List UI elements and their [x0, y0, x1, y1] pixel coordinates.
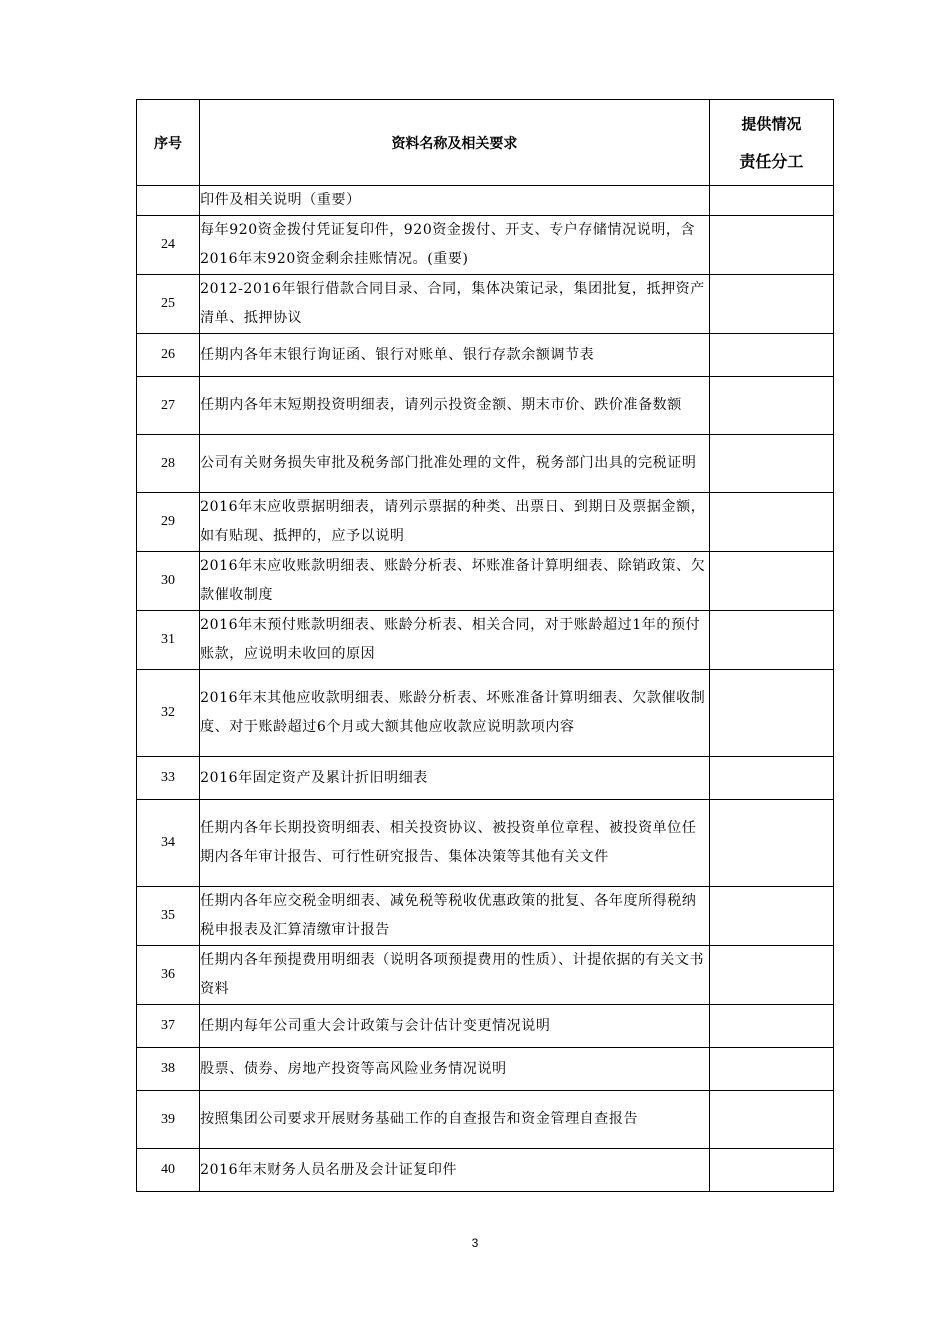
- row-desc: 2016年末其他应收款明细表、账龄分析表、坏账准备计算明细表、欠款催收制度、对于账龄超过6个月或大额其他应收款应说明款项内容: [200, 670, 710, 757]
- row-desc: 2016年末财务人员名册及会计证复印件: [200, 1149, 710, 1192]
- header-desc: 资料名称及相关要求: [200, 100, 710, 186]
- row-desc: 2016年末预付账款明细表、账龄分析表、相关合同，对于账龄超过1年的预付账款，应说明未收回的原因: [200, 611, 710, 670]
- table-row: [137, 275, 834, 334]
- row-desc: 任期内各年末银行询证函、银行对账单、银行存款余额调节表: [200, 334, 710, 377]
- table-row: [137, 377, 834, 435]
- row-provide-cell: [709, 757, 833, 800]
- row-desc: 任期内每年公司重大会计政策与会计估计变更情况说明: [200, 1005, 710, 1048]
- row-no: 34: [137, 800, 200, 887]
- row-desc: 2016年固定资产及累计折旧明细表: [200, 757, 710, 800]
- page-number: 3: [471, 1236, 479, 1250]
- row-provide-cell: [709, 1149, 833, 1192]
- table-row: [137, 946, 834, 1005]
- row-desc: 2016年末应收票据明细表，请列示票据的种类、出票日、到期日及票据金额，如有贴现、抵押的，应予以说明: [200, 493, 710, 552]
- row-provide-cell: [709, 1005, 833, 1048]
- table-row: [137, 800, 834, 887]
- row-provide-cell: [709, 275, 833, 334]
- row-provide-cell: [709, 552, 833, 611]
- row-no: 35: [137, 887, 200, 946]
- row-provide-cell: [709, 887, 833, 946]
- row-provide-cell: [709, 493, 833, 552]
- row-no: 25: [137, 275, 200, 334]
- row-provide-cell: [709, 435, 833, 493]
- row-desc: 印件及相关说明（重要）: [200, 186, 710, 216]
- row-no: 24: [137, 216, 200, 275]
- row-provide-cell: [709, 186, 833, 216]
- table-row: [137, 435, 834, 493]
- row-no: 28: [137, 435, 200, 493]
- row-provide-cell: [709, 670, 833, 757]
- table-row: [137, 186, 834, 216]
- row-no: 29: [137, 493, 200, 552]
- row-desc: 任期内各年末短期投资明细表，请列示投资金额、期末市价、跌价准备数额: [200, 377, 710, 435]
- table-row: [137, 334, 834, 377]
- row-desc: 任期内各年预提费用明细表（说明各项预提费用的性质）、计提依据的有关文书资料: [200, 946, 710, 1005]
- header-provide: [709, 100, 833, 186]
- table-row: [137, 1149, 834, 1192]
- row-provide-cell: [709, 946, 833, 1005]
- row-desc: 按照集团公司要求开展财务基础工作的自查报告和资金管理自查报告: [200, 1091, 710, 1149]
- materials-table: [136, 99, 834, 1192]
- row-provide-cell: [709, 377, 833, 435]
- row-provide-cell: [709, 800, 833, 887]
- header-provide-line2: 责任分工: [739, 151, 804, 171]
- table-row: [137, 552, 834, 611]
- row-no: 30: [137, 552, 200, 611]
- row-no: 27: [137, 377, 200, 435]
- table-row: [137, 757, 834, 800]
- table-row: [137, 216, 834, 275]
- row-desc: 2016年末应收账款明细表、账龄分析表、坏账准备计算明细表、除销政策、欠款催收制度: [200, 552, 710, 611]
- row-provide-cell: [709, 1091, 833, 1149]
- row-no: 33: [137, 757, 200, 800]
- table-row: [137, 1048, 834, 1091]
- row-provide-cell: [709, 334, 833, 377]
- table-row: [137, 1091, 834, 1149]
- table-row: [137, 670, 834, 757]
- row-provide-cell: [709, 611, 833, 670]
- row-desc: 股票、债券、房地产投资等高风险业务情况说明: [200, 1048, 710, 1091]
- row-no: 26: [137, 334, 200, 377]
- table-header-row: [137, 100, 834, 186]
- row-desc: 2012-2016年银行借款合同目录、合同，集体决策记录，集团批复，抵押资产清单、抵押协议: [200, 275, 710, 334]
- row-no: 39: [137, 1091, 200, 1149]
- row-desc: 任期内各年应交税金明细表、减免税等税收优惠政策的批复、各年度所得税纳税申报表及汇算清缴审计报告: [200, 887, 710, 946]
- header-provide-line1: 提供情况: [741, 114, 802, 133]
- row-no: 38: [137, 1048, 200, 1091]
- row-no: 31: [137, 611, 200, 670]
- row-desc: 任期内各年长期投资明细表、相关投资协议、被投资单位章程、被投资单位任期内各年审计报告、可行性研究报告、集体决策等其他有关文件: [200, 800, 710, 887]
- row-provide-cell: [709, 216, 833, 275]
- row-no: [137, 186, 200, 216]
- row-no: 37: [137, 1005, 200, 1048]
- header-no: 序号: [137, 100, 200, 186]
- row-desc: 公司有关财务损失审批及税务部门批准处理的文件，税务部门出具的完税证明: [200, 435, 710, 493]
- row-no: 36: [137, 946, 200, 1005]
- table-row: [137, 611, 834, 670]
- table-row: [137, 493, 834, 552]
- table-row: [137, 1005, 834, 1048]
- row-no: 40: [137, 1149, 200, 1192]
- row-desc: 每年920资金拨付凭证复印件，920资金拨付、开支、专户存储情况说明，含2016年末920资金剩余挂账情况。(重要): [200, 216, 710, 275]
- row-provide-cell: [709, 1048, 833, 1091]
- table-row: [137, 887, 834, 946]
- row-no: 32: [137, 670, 200, 757]
